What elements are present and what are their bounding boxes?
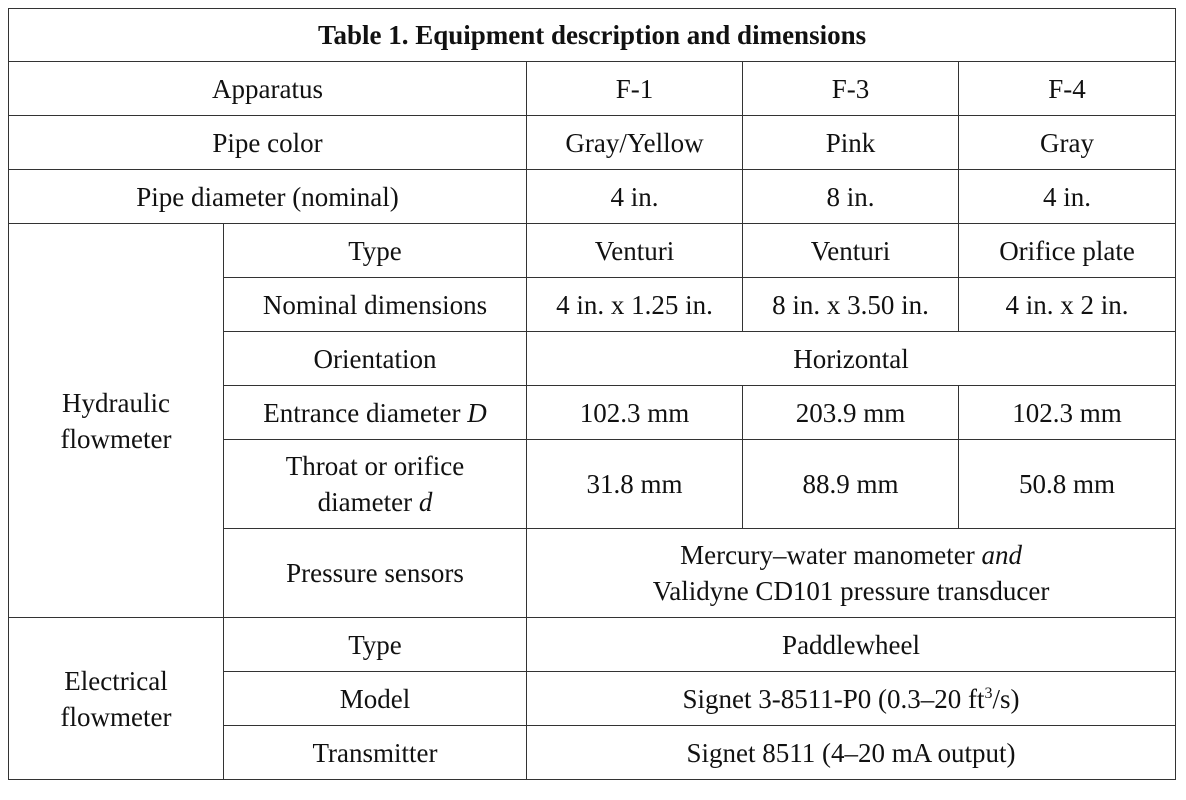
header-f4: F-4 — [959, 62, 1176, 116]
header-label: Apparatus — [9, 62, 527, 116]
sensor-text: Mercury–water manometer — [680, 540, 982, 570]
table-cell: Gray — [959, 116, 1176, 170]
table-cell: 8 in. — [743, 170, 959, 224]
table-cell: 31.8 mm — [527, 440, 743, 529]
table-cell: Venturi — [527, 224, 743, 278]
table-cell: 4 in. x 1.25 in. — [527, 278, 743, 332]
table-cell: 4 in. — [959, 170, 1176, 224]
table-cell: Gray/Yellow — [527, 116, 743, 170]
group-label-electrical — [9, 618, 224, 780]
table-cell: Signet 8511 (4–20 mA output) — [527, 726, 1176, 780]
equipment-table — [8, 8, 1176, 780]
row-label: Model — [224, 672, 527, 726]
table-cell: Paddlewheel — [527, 618, 1176, 672]
table-cell: 102.3 mm — [527, 386, 743, 440]
model-superscript: 3 — [984, 684, 993, 702]
table-row — [9, 170, 1176, 224]
table-cell: Orifice plate — [959, 224, 1176, 278]
row-label: Nominal dimensions — [224, 278, 527, 332]
group-label-line: flowmeter — [60, 701, 172, 732]
header-f1: F-1 — [527, 62, 743, 116]
table-row — [9, 62, 1176, 116]
sensor-text: Validyne CD101 pressure transducer — [652, 576, 1050, 606]
label-text: diameter — [317, 487, 419, 517]
group-label-line: flowmeter — [60, 423, 172, 454]
row-label: Type — [224, 224, 527, 278]
table-title: Table 1. Equipment description and dimensions — [9, 9, 1176, 62]
table-cell: Horizontal — [527, 332, 1176, 386]
symbol-D: D — [467, 397, 487, 428]
table-row — [9, 224, 1176, 278]
table-cell: 4 in. — [527, 170, 743, 224]
row-label — [224, 386, 527, 440]
table-cell: 4 in. x 2 in. — [959, 278, 1176, 332]
row-label: Type — [224, 618, 527, 672]
header-f3: F-3 — [743, 62, 959, 116]
sensor-conjunction: and — [981, 540, 1022, 570]
model-text: /s) — [992, 683, 1020, 714]
table-row — [9, 618, 1176, 672]
table-cell: 8 in. x 3.50 in. — [743, 278, 959, 332]
table-cell: 102.3 mm — [959, 386, 1176, 440]
row-label: Pressure sensors — [224, 529, 527, 618]
table-cell: 50.8 mm — [959, 440, 1176, 529]
row-label: Pipe diameter (nominal) — [9, 170, 527, 224]
table-cell: Pink — [743, 116, 959, 170]
row-label: Transmitter — [224, 726, 527, 780]
table-cell — [527, 672, 1176, 726]
row-label — [224, 440, 527, 529]
model-text: Signet 3-8511-P0 (0.3–20 ft — [682, 683, 985, 714]
label-text: Entrance diameter — [263, 397, 468, 428]
table-cell — [527, 529, 1176, 618]
label-text: Throat or orifice — [285, 451, 465, 481]
table-row — [9, 116, 1176, 170]
table-cell: 203.9 mm — [743, 386, 959, 440]
group-label-line: Electrical — [64, 665, 168, 696]
row-label: Orientation — [224, 332, 527, 386]
table-cell: 88.9 mm — [743, 440, 959, 529]
group-label-hydraulic — [9, 224, 224, 618]
row-label: Pipe color — [9, 116, 527, 170]
group-label-line: Hydraulic — [62, 387, 170, 418]
table-cell: Venturi — [743, 224, 959, 278]
symbol-d: d — [418, 487, 433, 517]
